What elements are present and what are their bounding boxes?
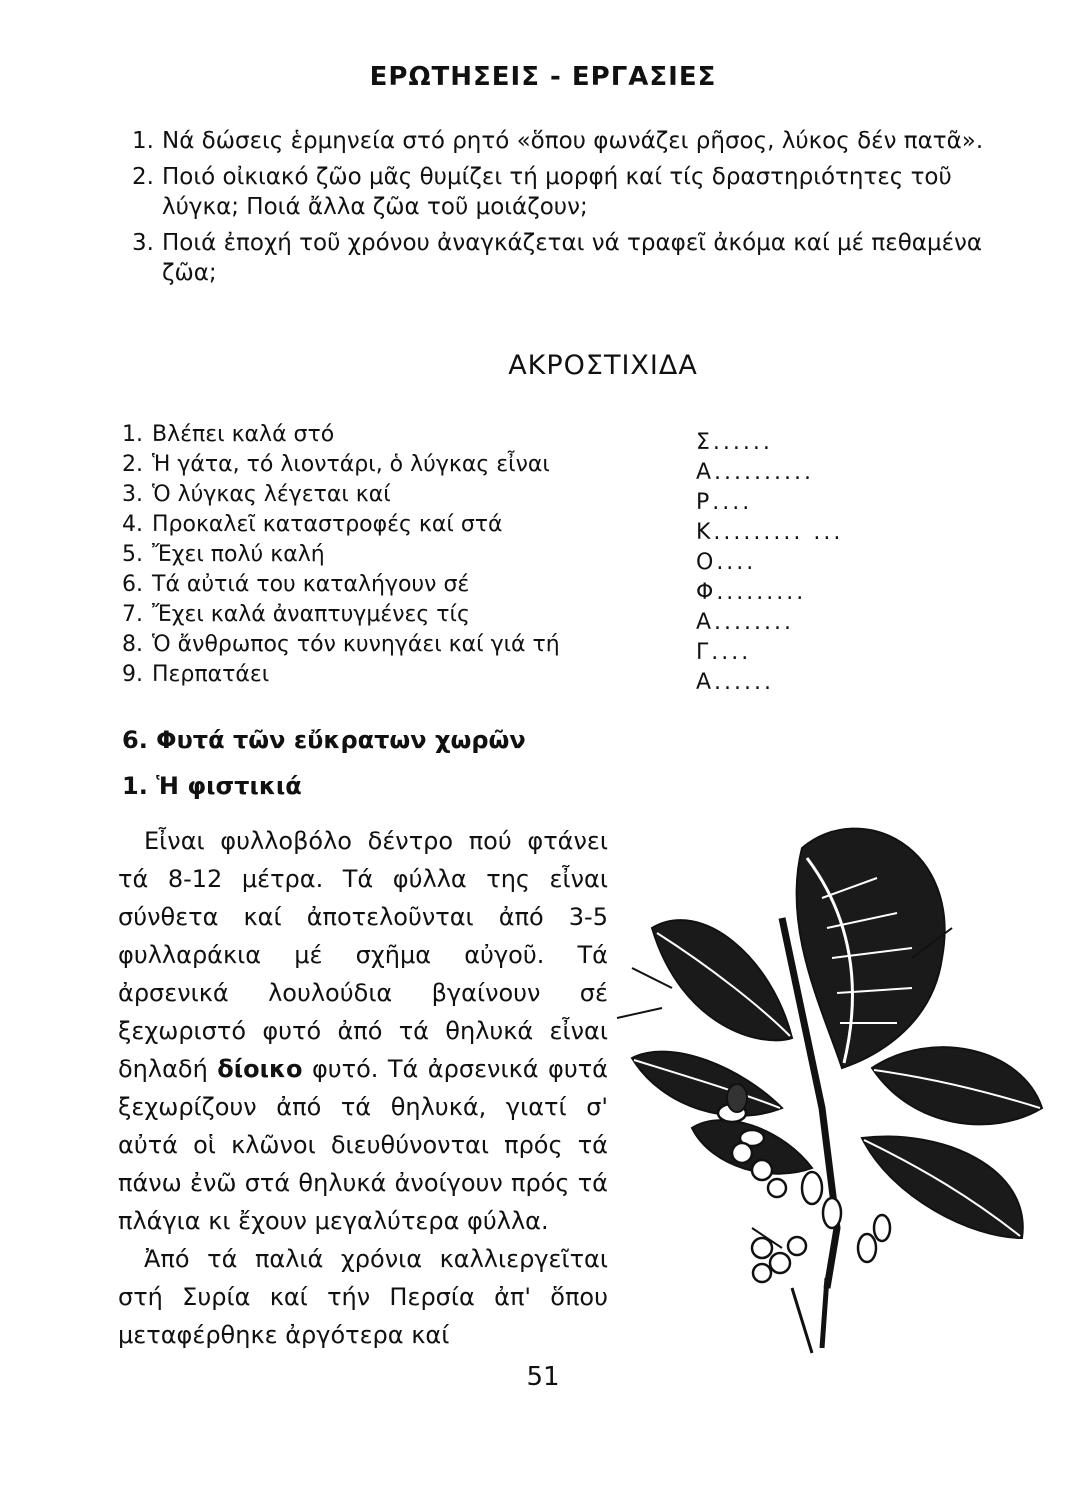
clue-item — [122, 450, 642, 480]
clue-item — [122, 630, 642, 660]
clue-number: 1. — [122, 422, 143, 447]
clue-item — [122, 570, 642, 600]
clue-text: Ὁ λύγκας λέγεται καί — [152, 482, 391, 507]
clue-text: Ἔχει καλά ἀναπτυγμένες τίς — [152, 602, 470, 627]
answer-blank: Κ......... ... — [696, 520, 844, 545]
answer-blank: Α........ — [696, 610, 794, 635]
answer-blank: Α.......... — [696, 460, 814, 485]
clue-item — [122, 480, 642, 510]
question-item — [132, 162, 1002, 222]
question-item — [132, 126, 1002, 156]
clue-number: 2. — [122, 452, 143, 477]
clue-item — [122, 420, 642, 450]
question-text: Ποιά ἐποχή τοῦ χρόνου ἀναγκάζεται νά τραφεῖ ἀκόμα καί μέ πεθαμένα ζῶα; — [162, 230, 983, 286]
clue-text: Ἡ γάτα, τό λιοντάρι, ὁ λύγκας εἶναι — [152, 452, 550, 477]
question-item — [132, 228, 1002, 288]
acrostic-title: ΑΚΡΟΣΤΙΧΙΔΑ — [508, 350, 698, 381]
paragraph-text: Εἶναι φυλλοβόλο δέντρο πού φτάνει τά 8-12 μέτρα. Τά φύλλα της εἶναι σύνθετα καί ἀποτελοῦνται ἀπό 3-5 φυλλαράκια μέ σχῆμα αὐγοῦ. Τά ἀρσενικά λουλούδια βγαίνουν σέ ξεχωριστό φυτό ἀπό τά θηλυκά εἶναι δηλαδή — [118, 827, 608, 1083]
paragraph-text: φυτό. Τά ἀρσενικά φυτά ξεχωρίζουν ἀπό τά θηλυκά, γιατί σ' αὐτά οἱ κλῶνοι διευθύνονται πρός τά πάνω ἐνῶ στά θηλυκά ἀνοίγουν πρός τά πλάγια κι ἔχουν μεγαλύτερα φύλλα. — [118, 1055, 608, 1235]
clue-number: 8. — [122, 632, 143, 657]
question-number: 3. — [132, 230, 154, 256]
body-text — [118, 822, 608, 1354]
answer-blank: Σ...... — [696, 430, 773, 455]
clue-text: Προκαλεῖ καταστροφές καί στά — [152, 512, 503, 537]
clue-text: Ὁ ἄνθρωπος τόν κυνηγάει καί γιά τή — [152, 632, 560, 657]
clue-number: 6. — [122, 572, 143, 597]
clue-number: 7. — [122, 602, 143, 627]
acrostic-clues — [122, 420, 642, 690]
paragraph-text: Ἀπό τά παλιά χρόνια καλλιεργεῖται στή Συρία καί τήν Περσία ἀπ' ὅπου μεταφέρθηκε ἀργότερα καί — [118, 1245, 608, 1349]
clue-text: Περπατάει — [152, 662, 270, 687]
pistachio-branch-drawing — [617, 829, 1042, 1353]
chapter-heading: 6. Φυτά τῶν εὔκρατων χωρῶν — [122, 726, 526, 754]
clue-item — [122, 600, 642, 630]
answer-blank: Γ.... — [696, 640, 752, 665]
pistachio-branch-illustration — [612, 808, 1052, 1358]
questions-list — [132, 126, 1002, 294]
question-text: Ποιό οἰκιακό ζῶο μᾶς θυμίζει τή μορφή καί τίς δραστηριότητες τοῦ λύγκα; Ποιά ἄλλα ζῶα τοῦ μοιάζουν; — [162, 164, 952, 220]
clue-text: Ἔχει πολύ καλή — [152, 542, 325, 567]
question-number: 1. — [132, 128, 154, 154]
paragraph — [118, 822, 608, 1240]
clue-text: Τά αὐτιά του καταλήγουν σέ — [152, 572, 470, 597]
section-subheading: 1. Ἡ φιστικιά — [122, 772, 302, 800]
question-text: Νά δώσεις ἑρμηνεία στό ρητό «ὅπου φωνάζει ρῆσος, λύκος δέν πατᾶ». — [162, 128, 984, 154]
bold-term: δίοικο — [217, 1055, 303, 1083]
answer-blank: Ρ.... — [696, 490, 753, 515]
clue-number: 9. — [122, 662, 143, 687]
clue-number: 4. — [122, 512, 143, 537]
clue-number: 5. — [122, 542, 143, 567]
clue-text: Βλέπει καλά στό — [152, 422, 335, 447]
answer-blank: Ο.... — [696, 550, 757, 575]
acrostic-answers — [696, 428, 916, 698]
clue-item — [122, 660, 642, 690]
question-number: 2. — [132, 164, 154, 190]
clue-item — [122, 540, 642, 570]
answer-blank: Α...... — [696, 670, 775, 695]
clue-item — [122, 510, 642, 540]
answer-blank: Φ......... — [696, 580, 807, 605]
page-number: 51 — [526, 1362, 560, 1392]
clue-number: 3. — [122, 482, 143, 507]
questions-title: ΕΡΩΤΗΣΕΙΣ - ΕΡΓΑΣΙΕΣ — [369, 62, 717, 92]
paragraph — [118, 1240, 608, 1354]
